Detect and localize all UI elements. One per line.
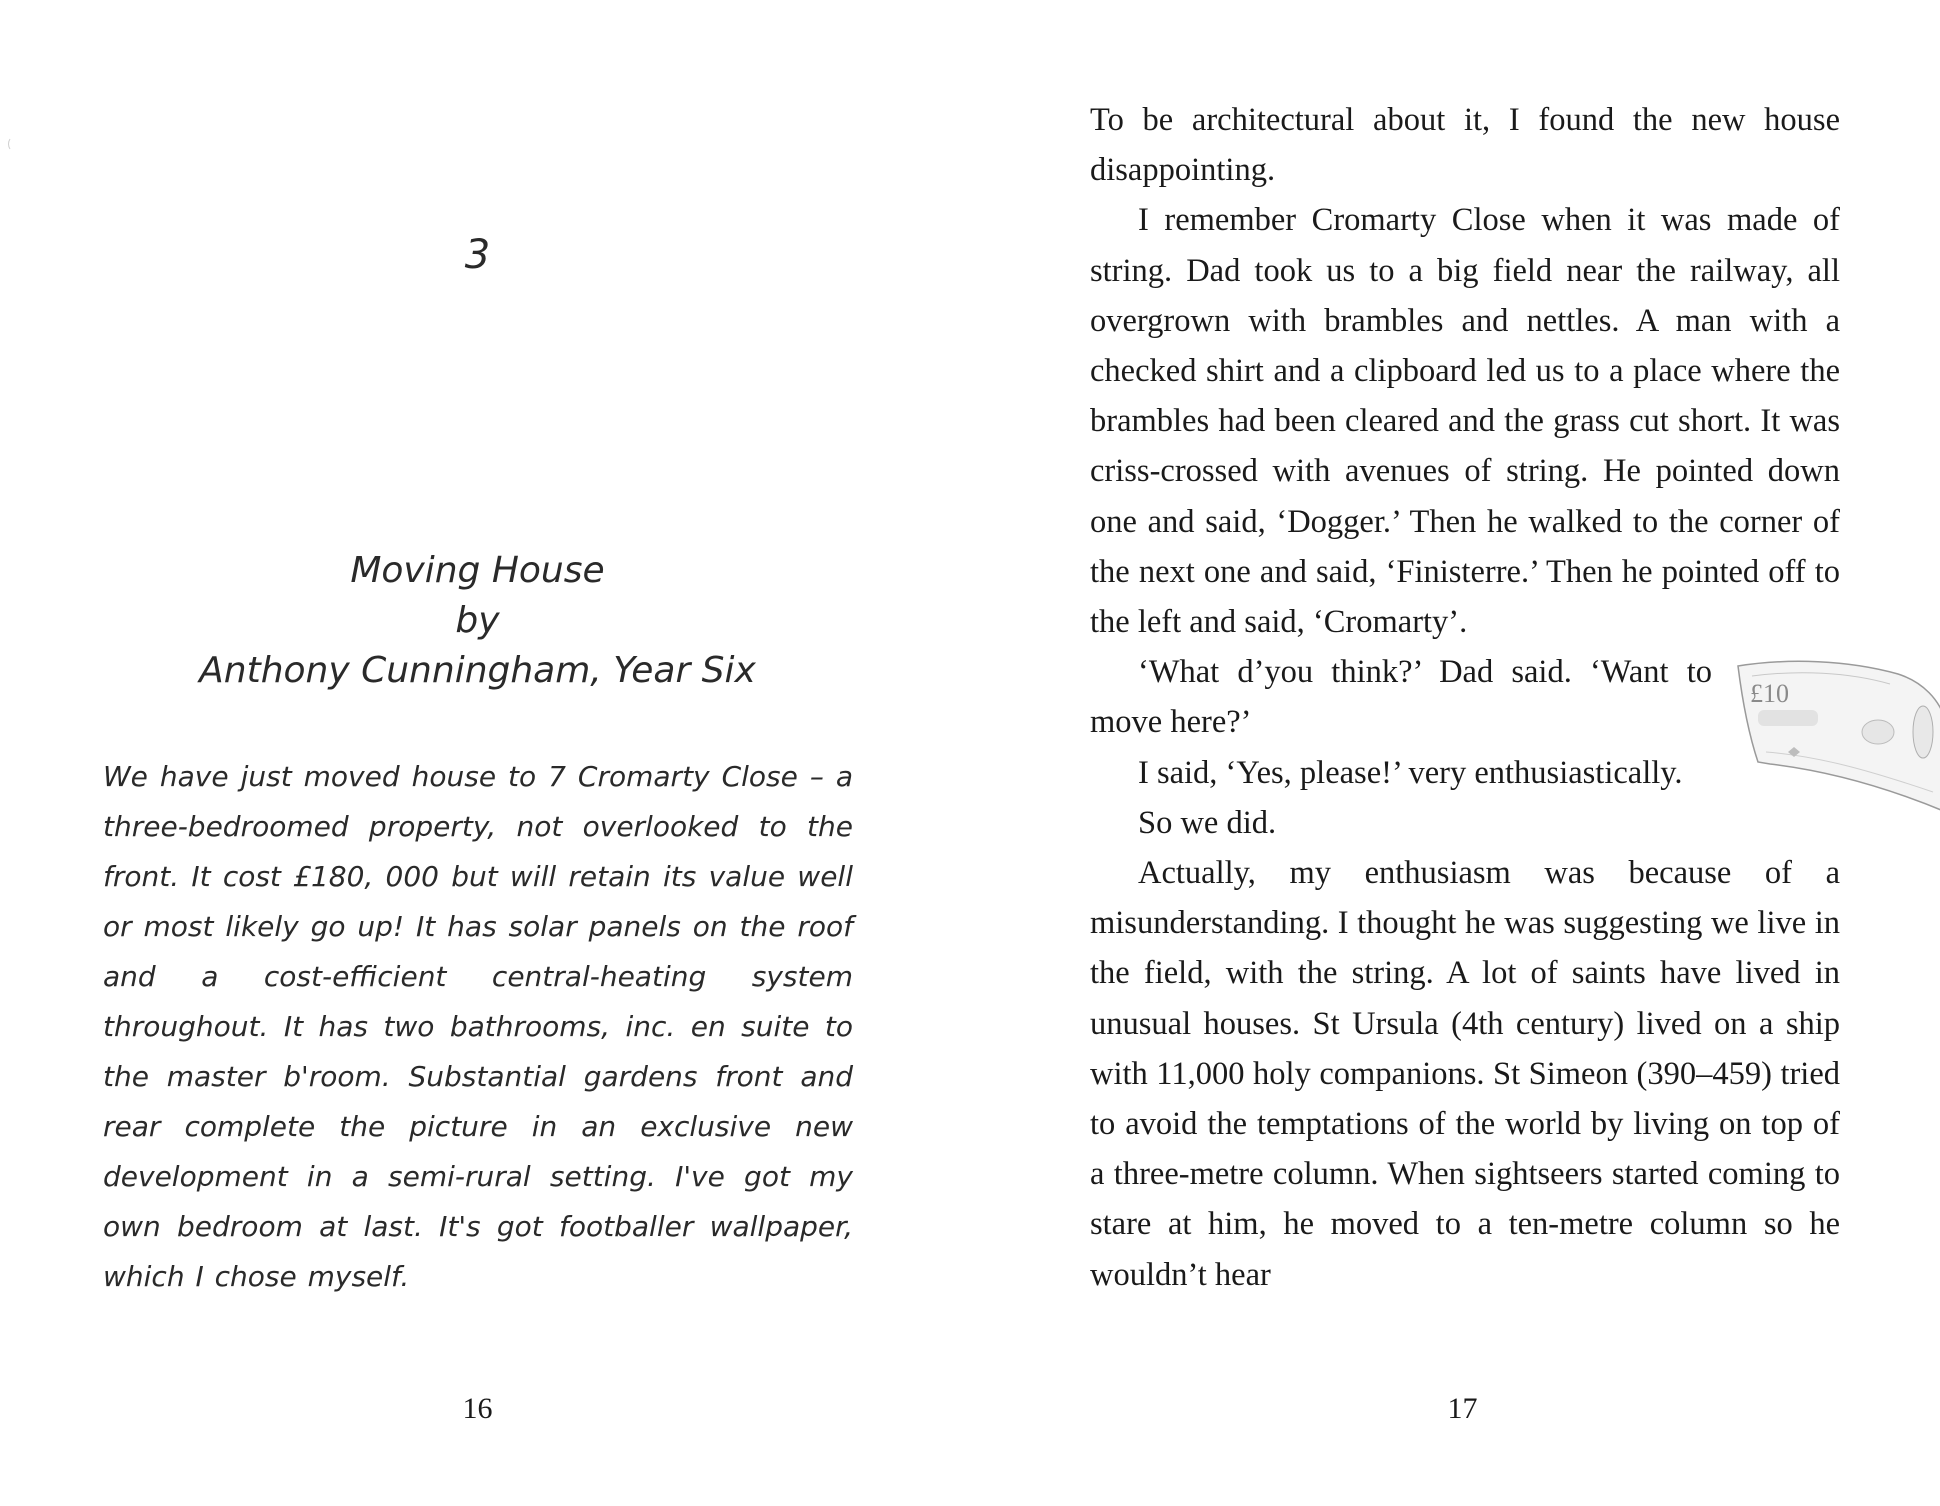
paragraph-3: ‘What d’you think?’ Dad said. ‘Want to move here?’ bbox=[1090, 654, 1712, 741]
essay-by: by bbox=[455, 600, 500, 641]
paragraph-2: I remember Cromarty Close when it was made of string. Dad took us to a big field near the railway, all overgrown with brambles and nettles. A man with a checked shirt and a clipboard led us to a place where the brambles had been cleared and the grass cut short. It was criss-crossed with avenues of string. He pointed down one and said, ‘Dogger.’ Then he walked to the corner of the next one and said, ‘Finisterre.’ Then he pointed off to the left and said, ‘Cromarty’. bbox=[1090, 202, 1840, 641]
paragraph-5: So we did. bbox=[1138, 804, 1277, 841]
banknote-label: £10 bbox=[1750, 679, 1789, 708]
essay-author: Anthony Cunningham, Year Six bbox=[199, 650, 756, 691]
page-number-left: 16 bbox=[462, 1392, 493, 1425]
scan-speck bbox=[6, 138, 12, 150]
paragraph-1: To be architectural about it, I found the new house disappointing. bbox=[1090, 102, 1840, 189]
essay-title: Moving House bbox=[350, 550, 605, 591]
paragraph-4: I said, ‘Yes, please!’ very enthusiastically. bbox=[1138, 754, 1683, 791]
chapter-number: 3 bbox=[464, 232, 491, 278]
paragraph-6: Actually, my enthusiasm was because of a misunderstanding. I thought he was suggesting we live in the field, with the string. A lot of saints have lived in unusual houses. St Ursula (4th century) lived on a ship with 11,000 holy companions. St Simeon (390–459) tried to avoid the temptations of the world by living on top of a three-metre column. When sightseers started coming to stare at him, he moved to a ten-metre column so he wouldn’t hear bbox=[1090, 855, 1840, 1293]
essay-text: We have just moved house to 7 Cromarty Close – a three-bedroomed property, not overlooked to the front. It cost £180, 000 but will retain its value well or most likely go up! It has solar panels on the roof and a cost-efficient central-heating system throughout. It has two bathrooms, inc. en suite to the master b'room. Substantial gardens front and rear complete the picture in an exclusive new development in a semi-rural setting. I've got my own bedroom at last. It's got footballer wallpaper, which I chose myself. bbox=[103, 760, 853, 1293]
page-number-right: 17 bbox=[1447, 1392, 1478, 1425]
essay-heading bbox=[0, 546, 955, 696]
banknote-illustration bbox=[1728, 652, 1940, 817]
